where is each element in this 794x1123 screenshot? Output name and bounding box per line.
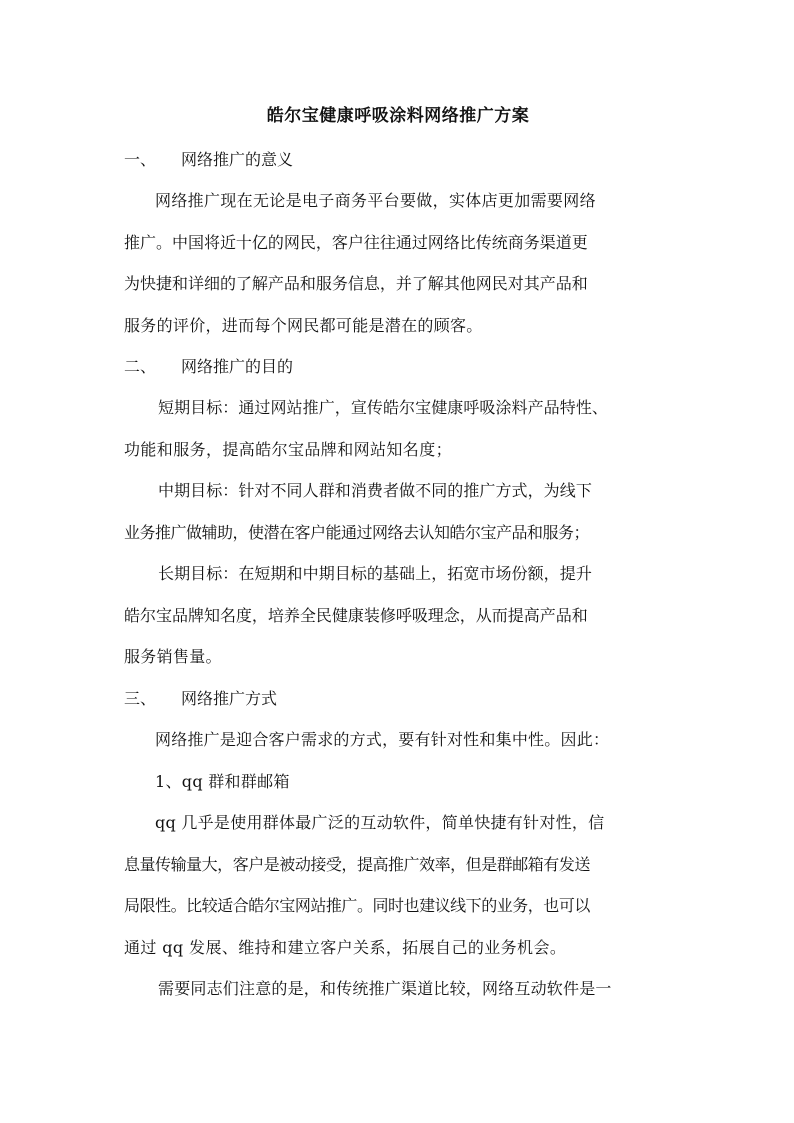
paragraph-line: 局限性。比较适合皓尔宝网站推广。同时也建议线下的业务，也可以 [124,896,590,915]
section-title: 网络推广方式 [181,689,278,708]
section-title: 网络推广的意义 [181,150,294,169]
subheading-line: 1、qq 群和群邮箱 [155,772,290,791]
paragraph-line: 需要同志们注意的是，和传统推广渠道比较，网络互动软件是一 [158,979,612,998]
paragraph-line: 业务推广做辅助，使潜在客户能通过网络去认知皓尔宝产品和服务； [124,523,590,542]
paragraph-line: 中期目标：针对不同人群和消费者做不同的推广方式，为线下 [158,481,592,500]
paragraph-line: 推广。中国将近十亿的网民，客户往往通过网络比传统商务渠道更 [124,233,588,252]
section-heading-1 [124,149,293,171]
paragraph-line: 长期目标：在短期和中期目标的基础上，拓宽市场份额，提升 [158,564,592,583]
section-title: 网络推广的目的 [181,357,294,376]
paragraph-line: 通过 qq 发展、维持和建立客户关系，拓展自己的业务机会。 [124,938,567,957]
paragraph-line: 服务的评价，进而每个网民都可能是潜在的顾客。 [124,316,483,335]
paragraph-line: 服务销售量。 [124,647,222,666]
paragraph-line: 网络推广是迎合客户需求的方式，要有针对性和集中性。因此： [155,730,610,749]
paragraph-line: 皓尔宝品牌知名度，培养全民健康装修呼吸理念，从而提高产品和 [124,606,588,625]
document-title: 皓尔宝健康呼吸涂料网络推广方案 [266,106,530,126]
paragraph-line: 功能和服务，提高皓尔宝品牌和网站知名度； [124,440,453,459]
section-heading-2 [124,356,293,378]
paragraph-line: 短期目标：通过网站推广，宣传皓尔宝健康呼吸涂料产品特性、 [158,398,608,417]
section-number: 二、 [124,357,157,376]
section-number: 三、 [124,689,157,708]
section-number: 一、 [124,150,157,169]
paragraph-line: 为快捷和详细的了解产品和服务信息，并了解其他网民对其产品和 [124,274,588,293]
paragraph-line: qq 几乎是使用群体最广泛的互动软件，简单快捷有针对性，信 [155,813,605,832]
section-heading-3 [124,688,277,710]
paragraph-line: 息量传输量大，客户是被动接受，提高推广效率，但是群邮箱有发送 [124,855,590,874]
paragraph-line: 网络推广现在无论是电子商务平台要做，实体店更加需要网络 [155,191,596,210]
